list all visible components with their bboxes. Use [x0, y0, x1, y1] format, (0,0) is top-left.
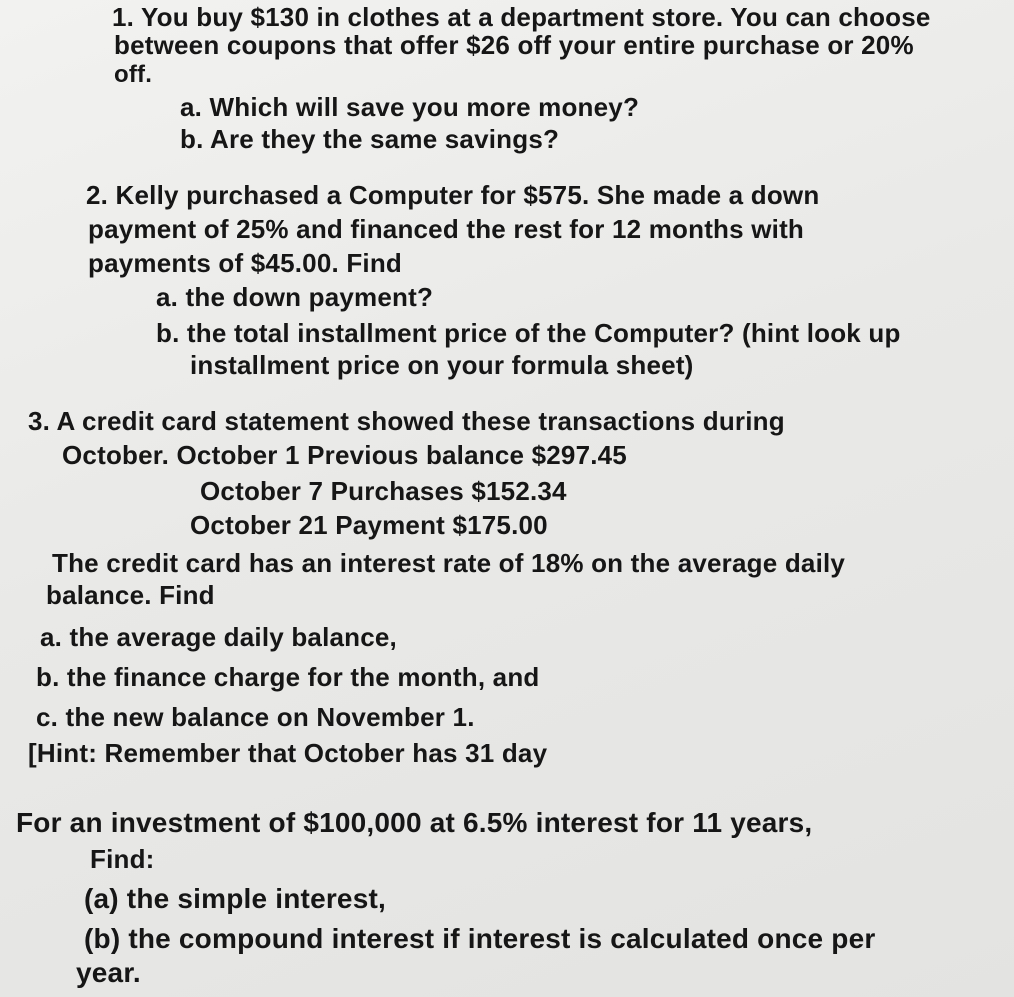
q2-part-b-line-2: installment price on your formula sheet) — [190, 350, 694, 380]
q3-line-4: October 21 Payment $175.00 — [190, 510, 548, 540]
q3-line-3: October 7 Purchases $152.34 — [200, 476, 567, 506]
q3-line-6: balance. Find — [46, 580, 215, 610]
q3-line-5: The credit card has an interest rate of 18% on the average daily — [52, 548, 846, 578]
q2-part-b-line-1: b. the total installment price of the Computer? (hint look up — [156, 318, 901, 348]
q3-line-2: October. October 1 Previous balance $297.45 — [62, 440, 627, 470]
q2-line-3: payments of $45.00. Find — [88, 248, 403, 278]
q4-line-1: For an investment of $100,000 at 6.5% interest for 11 years, — [16, 807, 813, 838]
q4-part-b-line-2: year. — [76, 957, 141, 988]
q3-hint: [Hint: Remember that October has 31 day — [28, 738, 548, 768]
q1-part-b: b. Are they the same savings? — [180, 124, 560, 154]
q4-part-a: (a) the simple interest, — [84, 883, 386, 914]
q3-part-c: c. the new balance on November 1. — [36, 702, 475, 732]
q1-line-3: off. — [114, 61, 153, 88]
q3-line-1: 3. A credit card statement showed these transactions during — [28, 406, 785, 436]
q1-line-1: 1. You buy $130 in clothes at a department store. You can choose — [112, 2, 931, 32]
q2-line-1: 2. Kelly purchased a Computer for $575. She made a down — [86, 180, 820, 210]
q2-line-2: payment of 25% and financed the rest for 12 months with — [88, 214, 805, 244]
q4-part-b-line-1: (b) the compound interest if interest is calculated once per — [84, 923, 876, 954]
q1-part-a: a. Which will save you more money? — [180, 92, 640, 122]
q3-part-b: b. the finance charge for the month, and — [36, 662, 540, 692]
q1-line-2: between coupons that offer $26 off your entire purchase or 20% — [114, 30, 914, 60]
q2-part-a: a. the down payment? — [156, 282, 434, 312]
q3-part-a: a. the average daily balance, — [40, 622, 397, 652]
q4-line-2: Find: — [90, 844, 155, 874]
